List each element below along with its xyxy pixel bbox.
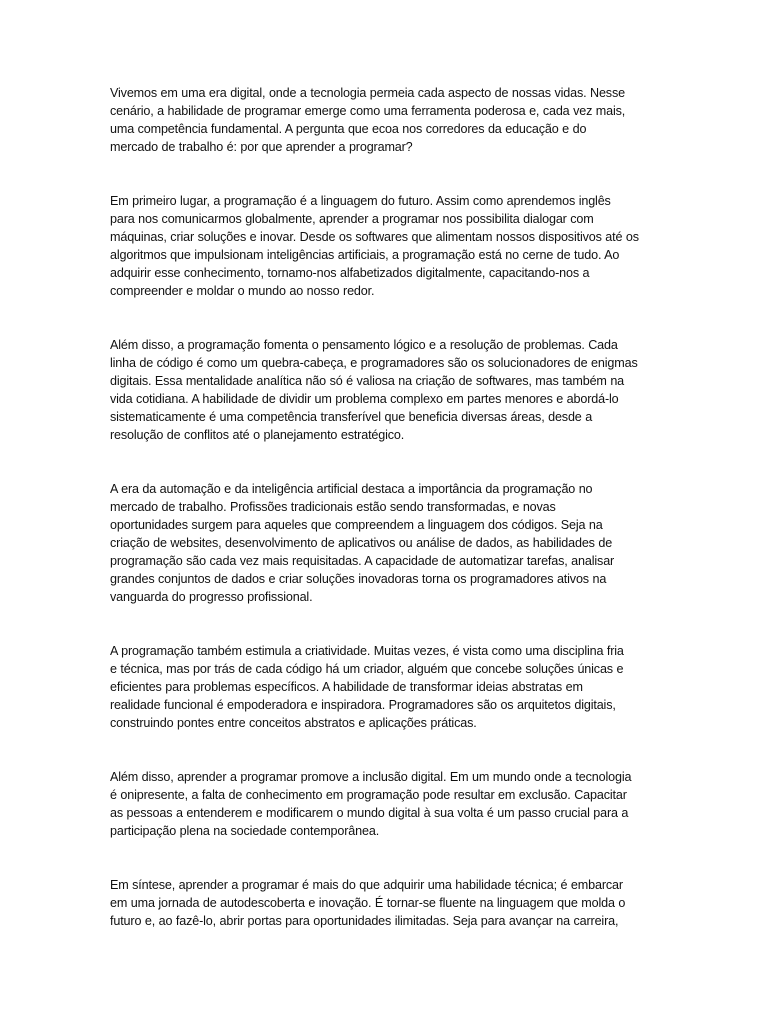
text-line: mercado de trabalho. Profissões tradicionais estão sendo transformadas, e novas	[110, 500, 556, 514]
document-body	[110, 84, 662, 966]
text-line: é onipresente, a falta de conhecimento em programação pode resultar em exclusão. Capacitar	[110, 788, 627, 802]
text-line: sistematicamente é uma competência transferível que beneficia diversas áreas, desde a	[110, 410, 593, 424]
text-line: grandes conjuntos de dados e criar soluções inovadoras torna os programadores ativos na	[110, 572, 607, 586]
paragraph-intro	[110, 84, 662, 156]
text-line: uma competência fundamental. A pergunta que ecoa nos corredores da educação e do	[110, 122, 587, 136]
text-line: vida cotidiana. A habilidade de dividir um problema complexo em partes menores e abordá-lo	[110, 392, 619, 406]
paragraph-job-market	[110, 480, 662, 606]
text-line: para nos comunicarmos globalmente, aprender a programar nos possibilita dialogar com	[110, 212, 594, 226]
text-line: compreender e moldar o mundo ao nosso redor.	[110, 284, 375, 298]
text-line: em uma jornada de autodescoberta e inovação. É tornar-se fluente na linguagem que molda o	[110, 896, 626, 910]
paragraph-digital-inclusion	[110, 768, 662, 840]
text-line: construindo pontes entre conceitos abstratos e aplicações práticas.	[110, 716, 477, 730]
text-line: futuro e, ao fazê-lo, abrir portas para oportunidades ilimitadas. Seja para avançar na carreira,	[110, 914, 619, 928]
text-line: eficientes para problemas específicos. A habilidade de transformar ideias abstratas em	[110, 680, 583, 694]
text-line: Em síntese, aprender a programar é mais do que adquirir uma habilidade técnica; é embarcar	[110, 878, 623, 892]
text-line: oportunidades surgem para aqueles que compreendem a linguagem dos códigos. Seja na	[110, 518, 603, 532]
paragraph-synthesis	[110, 876, 662, 930]
text-line: criação de websites, desenvolvimento de aplicativos ou análise de dados, as habilidades de	[110, 536, 613, 550]
text-line: realidade funcional é empoderadora e inspiradora. Programadores são os arquitetos digitais,	[110, 698, 616, 712]
paragraph-creativity	[110, 642, 662, 732]
text-line: algoritmos que impulsionam inteligências artificiais, a programação está no cerne de tudo. Ao	[110, 248, 620, 262]
text-line: mercado de trabalho é: por que aprender a programar?	[110, 140, 413, 154]
text-line: A programação também estimula a criatividade. Muitas vezes, é vista como uma disciplina fria	[110, 644, 624, 658]
text-line: máquinas, criar soluções e inovar. Desde os softwares que alimentam nossos dispositivos até os	[110, 230, 639, 244]
text-line: A era da automação e da inteligência artificial destaca a importância da programação no	[110, 482, 593, 496]
text-line: as pessoas a entenderem e modificarem o mundo digital à sua volta é um passo crucial para a	[110, 806, 629, 820]
text-line: resolução de conflitos até o planejamento estratégico.	[110, 428, 405, 442]
paragraph-logical-thinking	[110, 336, 662, 444]
text-line: Além disso, a programação fomenta o pensamento lógico e a resolução de problemas. Cada	[110, 338, 618, 352]
text-line: Além disso, aprender a programar promove a inclusão digital. Em um mundo onde a tecnologia	[110, 770, 632, 784]
text-line: Em primeiro lugar, a programação é a linguagem do futuro. Assim como aprendemos inglês	[110, 194, 611, 208]
text-line: linha de código é como um quebra-cabeça, e programadores são os solucionadores de enigmas	[110, 356, 638, 370]
text-line: programação são cada vez mais requisitadas. A capacidade de automatizar tarefas, analisar	[110, 554, 615, 568]
text-line: adquirir esse conhecimento, tornamo-nos alfabetizados digitalmente, capacitando-nos a	[110, 266, 590, 280]
text-line: e técnica, mas por trás de cada código há um criador, alguém que concebe soluções únicas e	[110, 662, 624, 676]
text-line: vanguarda do progresso profissional.	[110, 590, 313, 604]
text-line: Vivemos em uma era digital, onde a tecnologia permeia cada aspecto de nossas vidas. Nesse	[110, 86, 625, 100]
text-line: cenário, a habilidade de programar emerge como uma ferramenta poderosa e, cada vez mais,	[110, 104, 626, 118]
text-line: participação plena na sociedade contemporânea.	[110, 824, 380, 838]
paragraph-language-of-future	[110, 192, 662, 300]
text-line: digitais. Essa mentalidade analítica não só é valiosa na criação de softwares, mas também na	[110, 374, 625, 388]
